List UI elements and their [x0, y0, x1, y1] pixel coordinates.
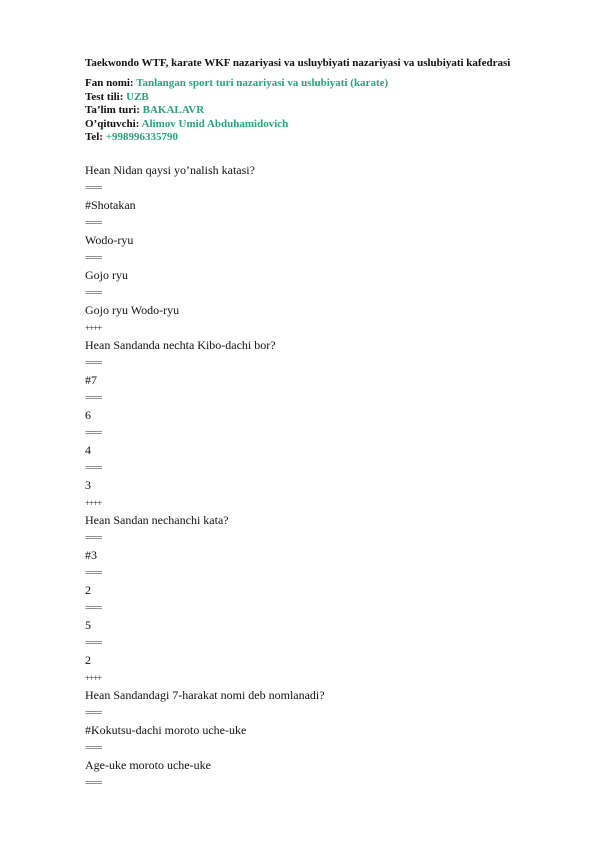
teacher-value: Alimov Umid Abduhamidovich — [141, 117, 289, 130]
question-text: Hean Nidan qaysi yo’nalish katasi? — [85, 163, 255, 177]
education-type-value: BAKALAVR — [142, 104, 205, 116]
question-text: Hean Sandan nechanchi kata? — [85, 513, 229, 527]
answer-separator: ==== — [85, 287, 102, 298]
answer-separator: ==== — [85, 217, 102, 228]
answer-option: 2 — [85, 583, 91, 597]
question-separator: ++++ — [85, 322, 102, 333]
answer-separator: ==== — [85, 567, 102, 578]
teacher-row — [85, 118, 565, 132]
answer-separator: ==== — [85, 252, 102, 263]
phone-value: +998996335790 — [105, 131, 178, 143]
correct-answer-option: #Shotakan — [85, 198, 136, 212]
answer-option: 4 — [85, 443, 91, 457]
teacher-label: O’qituvchi: — [85, 117, 142, 130]
answer-option: 2 — [85, 653, 91, 667]
question-separator: ++++ — [85, 497, 102, 508]
answer-option: Gojo ryu Wodo-ryu — [85, 303, 180, 317]
test-language-label: Test tili: — [85, 90, 127, 103]
answer-separator: ==== — [85, 182, 102, 193]
answer-separator: ==== — [85, 357, 102, 368]
answer-separator: ==== — [85, 392, 102, 403]
answer-separator: ==== — [85, 532, 102, 543]
document-header — [85, 56, 565, 145]
education-type-row — [85, 104, 565, 118]
answer-separator: ==== — [85, 637, 102, 648]
answer-option: Gojo ryu — [85, 268, 128, 282]
correct-answer-option: #Kokutsu-dachi moroto uche-uke — [85, 723, 247, 737]
test-language-row — [85, 91, 565, 105]
question-separator: ++++ — [85, 672, 102, 683]
answer-option: 6 — [85, 408, 91, 422]
answer-separator: ==== — [85, 707, 102, 718]
department-title: Taekwondo WTF, karate WKF nazariyasi va usluybiyati nazariyasi va uslubiyati kafedrasi — [85, 57, 511, 69]
test-language-value: UZB — [126, 90, 149, 103]
phone-label: Tel: — [85, 131, 106, 143]
phone-row — [85, 131, 565, 145]
question-text: Hean Sandandagi 7-harakat nomi deb nomlanadi? — [85, 688, 325, 702]
answer-separator: ==== — [85, 777, 102, 788]
answer-option: Age-uke moroto uche-uke — [85, 758, 211, 772]
education-type-label: Ta’lim turi: — [85, 104, 143, 116]
answer-separator: ==== — [85, 742, 102, 753]
answer-option: 3 — [85, 478, 91, 492]
test-content — [85, 162, 565, 792]
answer-option: 5 — [85, 618, 91, 632]
subject-value: Tanlangan sport turi nazariyasi va uslubiyati (karate) — [136, 77, 389, 89]
correct-answer-option: #7 — [85, 373, 97, 387]
answer-separator: ==== — [85, 602, 102, 613]
correct-answer-option: #3 — [85, 548, 97, 562]
answer-separator: ==== — [85, 462, 102, 473]
subject-label: Fan nomi: — [85, 77, 137, 89]
answer-separator: ==== — [85, 427, 102, 438]
subject-row — [85, 77, 565, 91]
answer-option: Wodo-ryu — [85, 233, 134, 247]
question-text: Hean Sandanda nechta Kibo-dachi bor? — [85, 338, 276, 352]
